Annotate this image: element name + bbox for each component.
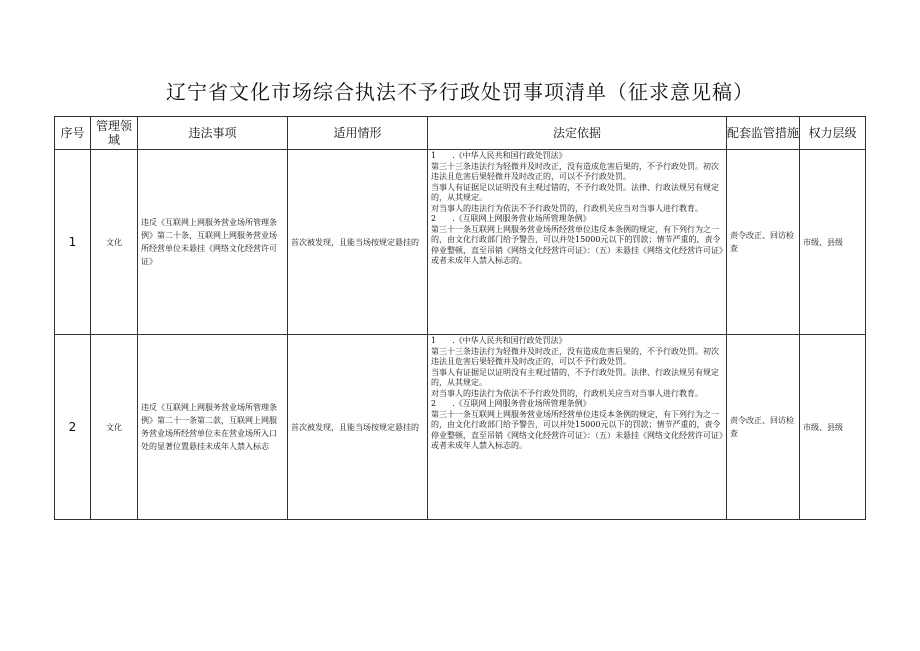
basis-line: 第三十一条互联网上网服务营业场所经营单位违反本条例的规定，有下列行为之一的，由文化行政部门给予警告，可以并处15000元以下的罚款；情节严重的，责令停业整顿，直至吊销《网络文化经营许可证》：（五）未悬挂《网络文化经营许可证》或者未成年人禁入标志的。 [431,409,723,450]
row-level: 市级、县级 [800,150,866,335]
basis-line: 对当事人的违法行为依法不予行政处罚的，行政机关应当对当事人进行教育。 [431,388,703,398]
row-legal-basis [428,335,727,520]
basis-line: 第三十一条互联网上网服务营业场所经营单位违反本条例的规定，有下列行为之一的，由文化行政部门给予警告，可以并处15000元以下的罚款；情节严重的，责令停业整顿，直至吊销《网络文化经营许可证》：（五）未悬挂《网络文化经营许可证》或者未成年人禁入标志的。 [431,224,723,265]
row-violation: 违反《互联网上网服务营业场所管理条例》第二十条，互联网上网服务营业场所经营单位未悬挂《网络文化经营许可证》 [138,150,288,335]
row-domain: 文化 [91,150,138,335]
penalty-list-table [54,116,866,520]
basis-line: 第三十三条违法行为轻微并及时改正，没有造成危害后果的，不予行政处罚。初次违法且危害后果轻微并及时改正的，可以不予行政处罚。 [431,346,719,366]
table-header-row [55,117,866,150]
basis-line: 对当事人的违法行为依法不予行政处罚的，行政机关应当对当事人进行教育。 [431,203,703,213]
header-basis: 法定依据 [428,117,727,150]
basis-line: 当事人有证据足以证明没有主观过错的，不予行政处罚。法律、行政法规另有规定的，从其规定。 [431,182,719,202]
row-legal-basis [428,150,727,335]
row-index: 1 [55,150,91,335]
basis-line: 第三十三条违法行为轻微并及时改正，没有造成危害后果的，不予行政处罚。初次违法且危害后果轻微并及时改正的，可以不予行政处罚。 [431,161,719,181]
header-situation: 适用情形 [288,117,428,150]
row-measures: 责令改正、回访检查 [727,150,800,335]
row-measures: 责令改正、回访检查 [727,335,800,520]
table-row [55,150,866,335]
basis-line: 1 .《中华人民共和国行政处罚法》 [431,151,567,160]
header-index: 序号 [55,117,91,150]
row-situation: 首次被发现，且能当场按规定悬挂的 [288,335,428,520]
header-level: 权力层级 [800,117,866,150]
row-domain: 文化 [91,335,138,520]
header-domain: 管理领域 [91,117,138,150]
basis-line: 当事人有证据足以证明没有主观过错的，不予行政处罚。法律、行政法规另有规定的，从其规定。 [431,367,719,387]
table-row [55,335,866,520]
header-violation: 违法事项 [138,117,288,150]
row-violation: 违反《互联网上网服务营业场所管理条例》第二十一条第二款，互联网上网服务营业场所经营单位未在营业场所入口处的显著位置悬挂未成年人禁入标志 [138,335,288,520]
page-title: 辽宁省文化市场综合执法不予行政处罚事项清单（征求意见稿） [166,80,754,104]
row-level: 市级、县级 [800,335,866,520]
basis-line: 1 .《中华人民共和国行政处罚法》 [431,336,567,345]
basis-line: 2 .《互联网上网服务营业场所管理条例》 [431,214,591,223]
row-situation: 首次被发现，且能当场按规定悬挂的 [288,150,428,335]
row-index: 2 [55,335,91,520]
header-measures: 配套监管措施 [727,117,800,150]
basis-line: 2 .《互联网上网服务营业场所管理条例》 [431,399,591,408]
